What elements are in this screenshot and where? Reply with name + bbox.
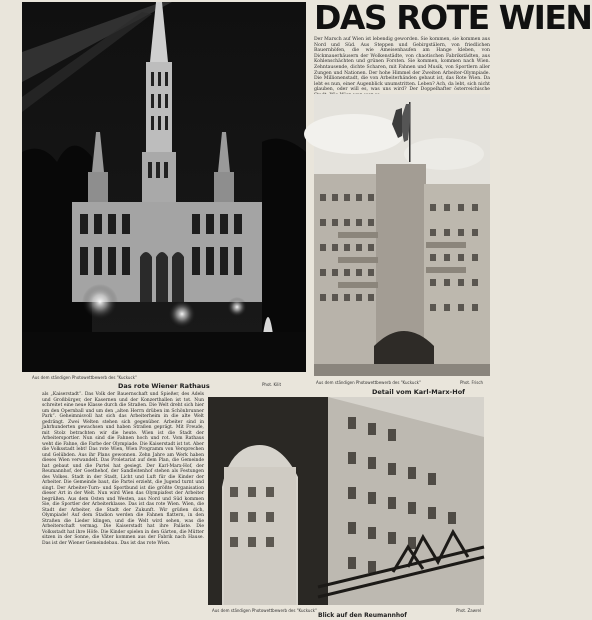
photo1-photographer: Phot. Kilit	[262, 382, 282, 387]
photo3-title: Blick auf den Reumannhof	[318, 612, 407, 619]
photo2-credit: Aus dem ständigen Photowettbewerb des "Kuckuck"	[316, 380, 421, 385]
intro-text	[314, 37, 490, 99]
intro-paragraph: Der Marsch auf Wien ist lebendig geworden. Sie kommen, sie kommen aus Nord und Süd. Aus Steppen und Gebirgstälern, von friedlichen Bauernhöfen, die wie Ameisenhaufen am Hange kleben, von Dickmauerhäusern der Wolkenstädte, von chaotischen Fabrikstädten, aus Kohlenschächten und grünen Forsten. Sie kommen, kommen nach Wien. Zehntausende, dichte Scharen, mit Fahnen und Musik, von Sportlern aller Zungen und Nationen. Der hohe Himmel der Zweiten Arbeiter-Olympiade. Die Millionenstadt, die von Arbeiterhänden gebaut ist, das Rote Wien. Da lebt es nun, einer Augenblick unumstritten. Leben? Ach, da lebt, sich nicht glauben, oder will es, was uns wird? Der Doppelhafter österreichische	[314, 37, 490, 93]
photo1-title: Das rote Wiener Rathaus	[118, 382, 210, 390]
body-paragraph: als „Kaiserstadt“. Das Volk der Bauernschaft und Spießer, des Adels und Großbürger, der Kasernen und der Konzerthallen ist tot. Nun schreitet eine neue Klasse durch die Straßen. Die Welt dreht sich hier um den Opernball und um den „alten Herrn drüben im Schönbrunner Park“. Geheimnisvoll hat sich das Arbeiterheim in die alte Welt gedrängt. Zwei Welten stehen sich gegenüber. Arbeiter sind in Jahrhunderten gewachsen und haben Straßen geprägt. Mit Freude, mit Stolz betrachten wir die heute. Wien ist die Stadt der Arbeitersportler. Nun sind die Fahnen hoch und rot. Vom Rathaus weht die Fahne, die Farbe der Olympiade. Die Kaiserstadt ist tot. Aber die Volksstadt lebt! Das rote Wien, Wien Programm von Versprechen und Gelübden. Aus ihr Plans gewonnen. Zehn Jahre am Werk haben dieses Wien verwandelt. Das Proletariat auf dem Plan, die Gemeinde hat gebaut und die Partei hat gesiegt. Der Karl-Marx-Hof, der Reumannhof, der Goethehof, der Sandleitenhof stehen als Festungen des Volkes. Stadt in der Stadt, Licht und Luft für die Kinder der Arbeiter. Die Gemeinde baut, die Partei erzieht, die Jugend turnt und singt. Der Arbeiter-Turn- und Sportbund ist die größte Organisation dieser Art in der Welt. Nun wird Wien das Olympiafest der Arbeiter begrüßen. Aus dem Osten und Westen, aus Nord und Süd kommen Sie, die Sportler der Arbeiterklasse. Das ist das rote Wien. Wien, die Stadt der Arbeiter, die Stadt der Zukunft. Wir grüßen dich, Olympiade! Auf dem Stadion werden die Fahnen flattern, in den Straßen die Lieder klingen, und die Welt wird sehen, was die Arbeiterschaft vermag. Die Kaiserstadt hat ihre Paläste. Die Volksstadt hat ihre Höfe. Die Kinder spielen in den Gärten, die Mütter sitzen in der Sonne, die Väter kommen aus der Fabrik nach Hause. Das ist der Wiener Gemeindebau. Das ist das rote Wien.	[42, 392, 204, 546]
rathaus-night-photo	[22, 2, 306, 372]
photo2-title: Detail vom Karl-Marx-Hof	[372, 388, 465, 396]
photo3-photographer: Phot. Zawrel	[456, 608, 482, 613]
article-body	[42, 392, 204, 614]
reumannhof-photo	[208, 397, 484, 605]
photo1-credit: Aus dem ständigen Photowettbewerb des "Kuckuck"	[32, 375, 137, 380]
photo3-credit: Aus dem ständigen Photowettbewerb des "Kuckuck"	[212, 608, 317, 613]
headline: DAS ROTE WIEN	[314, 0, 592, 37]
karl-marx-hof-photo	[314, 94, 490, 376]
photo2-photographer: Phot. Frisch	[460, 380, 484, 385]
